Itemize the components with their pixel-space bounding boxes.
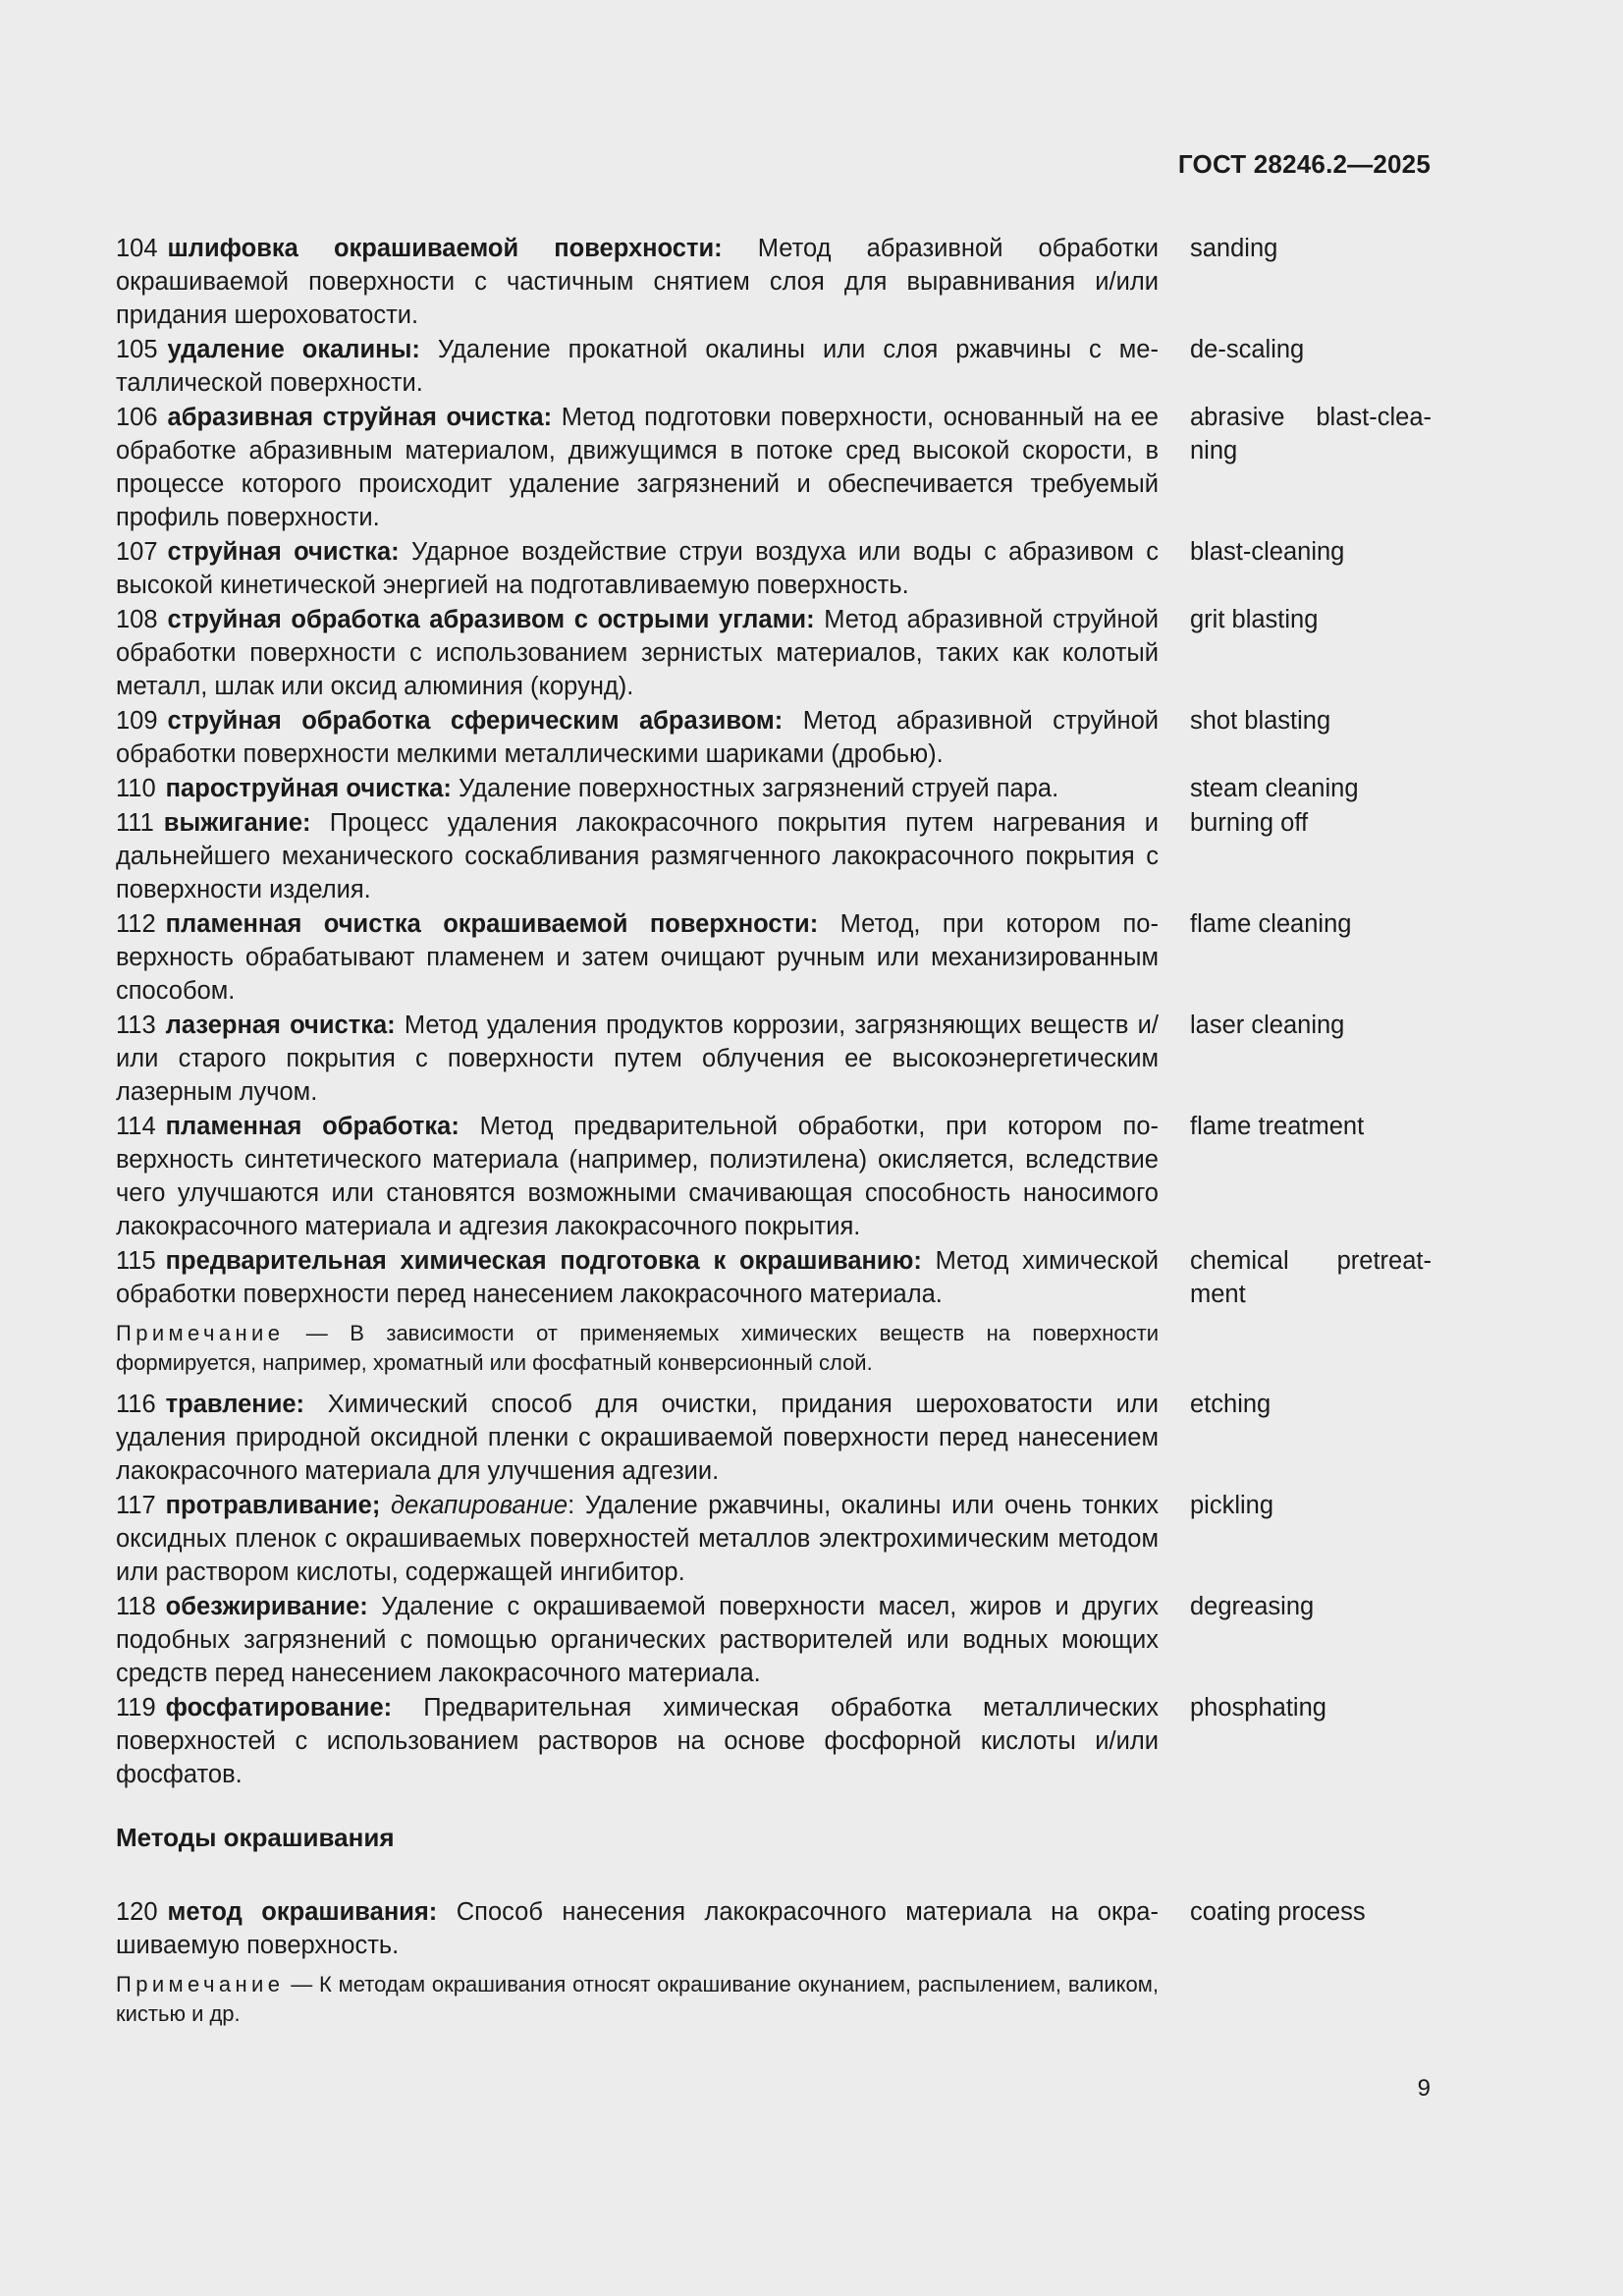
term-entry-117 [116, 1489, 1432, 1589]
term-definition [116, 232, 1159, 332]
term-text: Метод подготовки поверхности, основанный на ее обработке абразивным материалом, движущимся в потоке сред высокой скорости, в процессе которого происходит удаление загрязнений и обеспечивается требуемый профиль поверхности. [116, 404, 1159, 531]
term-text: Химический способ для очистки, придания шероховатости или удаления природной оксидной пленки с окрашиваемой поверхности перед нанесением лакокрасочного материала для улучшения адгезии. [116, 1391, 1159, 1485]
term-english: steam cleaning [1190, 775, 1359, 802]
term-entry-107 [116, 535, 1432, 602]
term-number: 115 [116, 1247, 156, 1275]
term-number: 104 [116, 235, 158, 262]
term-name: шлифовка окрашиваемой поверхности: [167, 235, 723, 262]
term-number: 113 [116, 1011, 156, 1039]
term-text: Предварительная химическая обработка металлических поверхностей с использованием растворов на основе фосфорной кислоты и/или фосфатов. [116, 1694, 1159, 1788]
term-entry-110 [116, 772, 1432, 805]
term-english: de-scaling [1190, 336, 1305, 363]
note-text: — В зависимости от применяемых химических веществ на поверхности формируется, например, хроматный или фосфатный конверсионный слой. [116, 1321, 1159, 1375]
term-name: пламенная обработка: [165, 1113, 460, 1140]
term-entry-111 [116, 806, 1432, 906]
term-definition [116, 772, 1159, 805]
term-entry-106 [116, 401, 1432, 534]
term-definition [116, 704, 1159, 771]
term-entry-112 [116, 907, 1432, 1008]
term-definition [116, 1110, 1159, 1243]
term-english: degreasing [1190, 1593, 1315, 1620]
term-text: Метод абразивной струйной обработки поверхности мелкими металлическими шариками (дробью). [116, 707, 1160, 768]
section-heading: Методы окрашивания [116, 1823, 395, 1852]
term-english: coating process [1190, 1898, 1366, 1926]
term-entry-113 [116, 1009, 1432, 1109]
term-definition [116, 1895, 1159, 1962]
term-name: струйная очистка: [167, 538, 400, 566]
term-number: 110 [116, 775, 156, 802]
term-english: grit blasting [1190, 606, 1319, 633]
term-definition [116, 333, 1159, 400]
term-name: фосфатирование: [165, 1694, 393, 1722]
term-number: 108 [116, 606, 158, 633]
term-text: Процесс удаления лакокрасочного покрытия путем нагревания и дальнейшего механического соскабливания размягченного лакокрасочного покрытия с поверхности изделия. [116, 809, 1159, 903]
term-definition [116, 806, 1159, 906]
term-text: Ударное воздействие струи воздуха или воды с абразивом с высокой кинетической энергией на подготавливаемую поверхность. [116, 538, 1159, 599]
term-text: Метод, при котором поверхность обрабатывают пламенем и затем очищают ручным или механизированным способом. [116, 910, 1159, 1005]
term-english: etching [1190, 1391, 1271, 1418]
term-name: струйная обработка сферическим абразивом: [167, 707, 784, 735]
term-number: 120 [116, 1898, 158, 1926]
term-number: 118 [116, 1593, 156, 1620]
term-entry-116 [116, 1388, 1432, 1488]
term-number: 107 [116, 538, 158, 566]
note-text: — К методам окрашивания относят окрашивание окунанием, распылением, валиком, кистью и др. [116, 1972, 1159, 2026]
term-english: phosphating [1190, 1694, 1326, 1722]
term-name: удаление окалины: [167, 336, 420, 363]
term-entry-105 [116, 333, 1432, 400]
term-entry-118 [116, 1590, 1432, 1690]
term-text: Способ нанесения лакокрасочного материала на окрашиваемую поверхность. [116, 1898, 1159, 1959]
term-text: Метод удаления продуктов коррозии, загрязняющих веществ и/или старого покрытия с поверхности путем облучения ее высокоэнергетическим лазерным лучом. [116, 1011, 1159, 1106]
term-name: метод окрашивания: [167, 1898, 438, 1926]
terms-content [116, 232, 1432, 2039]
note-115 [116, 1319, 1159, 1378]
term-number: 117 [116, 1492, 156, 1519]
term-definition [116, 1691, 1159, 1791]
term-number: 114 [116, 1113, 156, 1140]
term-definition [116, 1244, 1159, 1311]
term-number: 119 [116, 1694, 156, 1722]
term-text: Удаление с окрашиваемой поверхности масел, жиров и других подобных загрязнений с помощью органических растворителей или водных моющих средств перед нанесением лакокрасочного материала. [116, 1593, 1159, 1687]
term-definition [116, 1009, 1159, 1109]
term-entry-108 [116, 603, 1432, 703]
term-name: обезжиривание: [165, 1593, 368, 1620]
term-definition [116, 1590, 1159, 1690]
term-text: : Удаление ржавчины, окалины или очень тонких оксидных пленок с окрашиваемых поверхностей металлов электрохимическим методом или раствором кислоты, содержащей ингибитор. [116, 1492, 1159, 1586]
term-english: flame cleaning [1190, 910, 1352, 938]
term-text: Метод абразивной струйной обработки поверхности с использованием зернистых материалов, таких как колотый металл, шлак или оксид алюминия (корунд). [116, 606, 1160, 700]
term-text: Метод химической обработки поверхности перед нанесением лакокрасочного материала. [116, 1247, 1159, 1308]
term-definition [116, 535, 1159, 602]
term-english: pickling [1190, 1492, 1274, 1519]
term-entry-115 [116, 1244, 1432, 1311]
term-english: abrasive blast-cleaning [1190, 404, 1432, 465]
term-entry-119 [116, 1691, 1432, 1791]
term-entry-104 [116, 232, 1432, 332]
term-text: Метод предварительной обработки, при котором поверхность синтетического материала (например, полиэтилена) окисляется, вследствие чего улучшаются или становятся возможными смачивающая способность наносимого лакокрасочного материала и адгезия лакокрасочного покрытия. [116, 1113, 1159, 1240]
term-name: выжигание: [163, 809, 311, 837]
term-text: Удаление поверхностных загрязнений струей пара. [459, 775, 1059, 802]
term-english: chemical pretreatment [1190, 1247, 1432, 1308]
term-english: shot blasting [1190, 707, 1331, 735]
term-english: sanding [1190, 235, 1278, 262]
term-name: протравливание; [165, 1492, 381, 1519]
term-number: 105 [116, 336, 158, 363]
term-definition [116, 1388, 1159, 1488]
note-label: Примечание [116, 1972, 285, 1996]
term-definition [116, 603, 1159, 703]
term-english: laser cleaning [1190, 1011, 1345, 1039]
term-definition [116, 907, 1159, 1008]
term-text: Удаление прокатной окалины или слоя ржавчины с металлической поверхности. [116, 336, 1159, 397]
term-number: 106 [116, 404, 158, 431]
term-name: лазерная очистка: [165, 1011, 396, 1039]
term-number: 112 [116, 910, 156, 938]
note-label: Примечание [116, 1321, 285, 1345]
term-english: flame treatment [1190, 1113, 1365, 1140]
term-number: 109 [116, 707, 158, 735]
term-name: предварительная химическая подготовка к окрашиванию: [165, 1247, 922, 1275]
term-entry-120 [116, 1895, 1432, 1962]
term-name: травление: [165, 1391, 305, 1418]
term-number: 116 [116, 1391, 156, 1418]
term-name: абразивная струйная очистка: [167, 404, 553, 431]
term-number: 111 [116, 809, 154, 837]
note-120 [116, 1970, 1159, 2029]
term-english: burning off [1190, 809, 1309, 837]
term-name: пароструйная очистка: [165, 775, 452, 802]
term-entry-114 [116, 1110, 1432, 1243]
term-name: пламенная очистка окрашиваемой поверхности: [165, 910, 819, 938]
document-code-header: ГОСТ 28246.2—2025 [1177, 149, 1431, 179]
term-definition [116, 1489, 1159, 1589]
term-english: blast-cleaning [1190, 538, 1345, 566]
term-entry-109 [116, 704, 1432, 771]
term-text: Метод абразивной обработки окрашиваемой поверхности с частичным снятием слоя для выравнивания и/или придания шероховатости. [116, 235, 1159, 329]
page-number: 9 [1417, 2075, 1431, 2102]
term-synonym: декапирование [390, 1492, 568, 1519]
term-definition [116, 401, 1159, 534]
term-name: струйная обработка абразивом с острыми углами: [167, 606, 815, 633]
